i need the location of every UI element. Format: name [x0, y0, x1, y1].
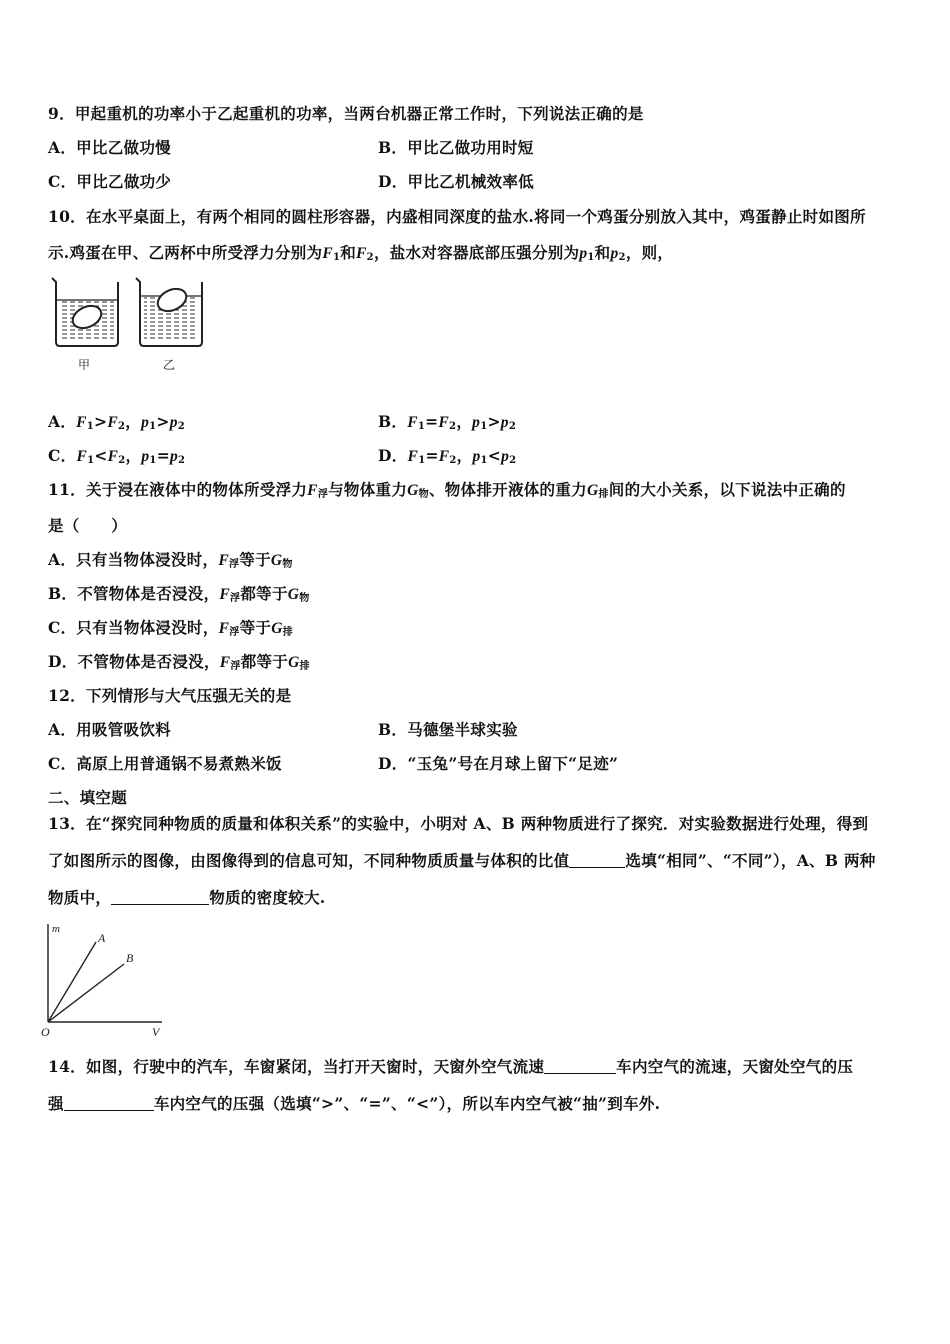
q11-option-a[interactable]: A．只有当物体浸没时，$F_浮$等于$G_物$: [48, 550, 293, 570]
q9-option-a[interactable]: A．甲比乙做功慢: [48, 138, 171, 157]
q14-blank-1[interactable]: [544, 1059, 616, 1074]
q10-stem-line1: 10．在水平桌面上，有两个相同的圆柱形容器，内盛相同深度的盐水.将同一个鸡蛋分别放入其中，鸡蛋静止时如图所: [48, 207, 866, 226]
beaker-yi: [136, 278, 202, 346]
graph-label-a: A: [98, 931, 106, 945]
q10-option-b[interactable]: B．$F_1=F_2$，$p_1>p_2$: [378, 412, 517, 432]
q13-blank-2[interactable]: [111, 890, 209, 905]
q10-stem-line2: 示.鸡蛋在甲、乙两杯中所受浮力分别为$F_1$和$F_2$，盐水对容器底部压强分别为$p_1$和$p_2$，则，: [48, 243, 674, 263]
beaker-jia: [52, 278, 118, 346]
section-heading: 二、填空题: [48, 788, 128, 807]
q13-blank-1[interactable]: [569, 853, 625, 868]
graph-line-a: [48, 942, 96, 1022]
graph-x-label: V: [152, 1025, 160, 1039]
q10-option-d[interactable]: D．$F_1=F_2$，$p_1<p_2$: [378, 446, 517, 466]
q11-option-d[interactable]: D．不管物体是否浸没，$F_浮$都等于$G_排$: [48, 652, 310, 672]
q13-stem-line2: 了如图所示的图像，由图像得到的信息可知，不同种物质质量与体积的比值 选填“相同”、“不同”），A、B 两种: [48, 851, 876, 870]
q10-option-c[interactable]: C．$F_1<F_2$，$p_1=p_2$: [48, 446, 186, 466]
beakers-figure: [46, 272, 206, 380]
q12-option-c[interactable]: C．高原上用普通锅不易煮熟米饭: [48, 754, 282, 773]
q9-option-c[interactable]: C．甲比乙做功少: [48, 172, 172, 191]
q12-stem: 12．下列情形与大气压强无关的是: [48, 686, 292, 705]
q9-option-d[interactable]: D．甲比乙机械效率低: [378, 172, 534, 191]
q12-option-a[interactable]: A．用吸管吸饮料: [48, 720, 171, 739]
beaker-yi-label: 乙: [163, 358, 176, 372]
q12-option-b[interactable]: B．马德堡半球实验: [378, 720, 518, 739]
mass-volume-graph: [38, 918, 184, 1042]
graph-origin: O: [41, 1025, 50, 1039]
q11-option-c[interactable]: C．只有当物体浸没时，$F_浮$等于$G_排$: [48, 618, 294, 638]
q11-stem-line2: 是（ ）: [48, 516, 128, 535]
q12-option-d[interactable]: D．“玉兔”号在月球上留下“足迹”: [378, 754, 619, 773]
graph-line-b: [48, 964, 124, 1022]
q9-stem: 9．甲起重机的功率小于乙起重机的功率，当两台机器正常工作时，下列说法正确的是: [48, 104, 644, 123]
q13-stem-line3: 物质中， 物质的密度较大.: [48, 888, 326, 907]
q11-option-b[interactable]: B．不管物体是否浸没，$F_浮$都等于$G_物$: [48, 584, 310, 604]
q9-option-b[interactable]: B．甲比乙做功用时短: [378, 138, 534, 157]
q14-blank-2[interactable]: [64, 1096, 154, 1111]
q11-stem-line1: 11．关于浸在液体中的物体所受浮力$F_浮$与物体重力$G_物$、物体排开液体的重力$G_排$间的大小关系，以下说法中正确的: [48, 480, 846, 500]
q13-stem-line1: 13．在“探究同种物质的质量和体积关系”的实验中，小明对 A、B 两种物质进行了探究．对实验数据进行处理，得到: [48, 814, 869, 833]
q14-stem-line2: 强 车内空气的压强（选填“>”、“=”、“<”），所以车内空气被“抽”到车外.: [48, 1094, 661, 1113]
q14-stem-line1: 14．如图，行驶中的汽车，车窗紧闭，当打开天窗时，天窗外空气流速 车内空气的流速，天窗处空气的压: [48, 1057, 854, 1076]
q10-option-a[interactable]: A．$F_1>F_2$，$p_1>p_2$: [48, 412, 186, 432]
graph-y-label: m: [52, 923, 60, 935]
graph-label-b: B: [126, 951, 134, 965]
beaker-jia-label: 甲: [78, 358, 91, 372]
